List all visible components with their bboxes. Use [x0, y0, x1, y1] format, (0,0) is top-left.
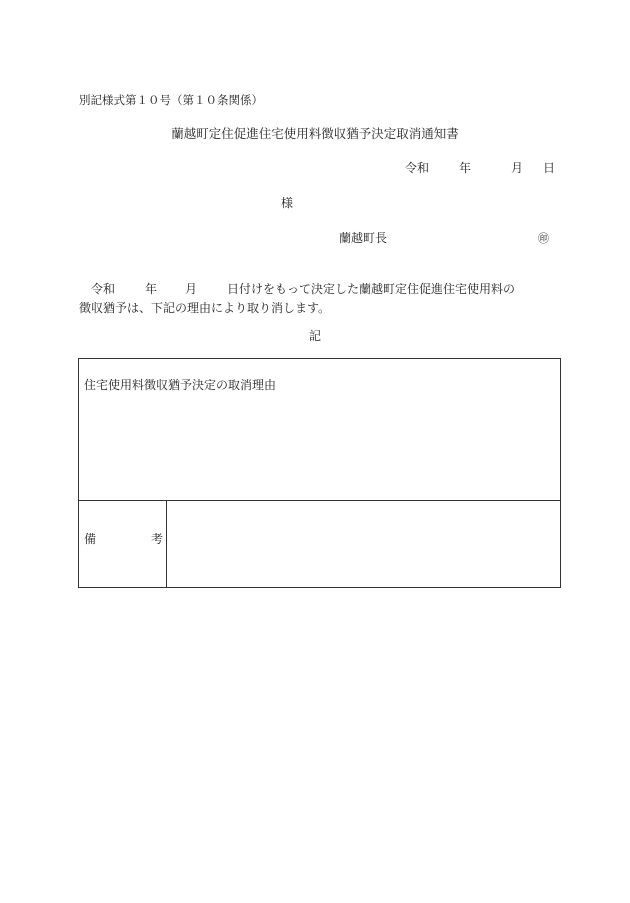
- reason-label: 住宅使用料徴収猶予決定の取消理由: [84, 378, 277, 392]
- issuer-name: 蘭越町長: [339, 231, 388, 245]
- form-number: 別記様式第１０号（第１０条関係）: [79, 93, 263, 107]
- body-line-1: [79, 280, 565, 299]
- ki-heading: 記: [309, 329, 322, 343]
- date-line: [405, 162, 555, 174]
- body-line-2: 徴収猶予は、下記の理由により取り消します。: [79, 301, 331, 315]
- body-era: 令和: [91, 282, 116, 296]
- body-text: [79, 280, 565, 318]
- reason-cell[interactable]: [79, 359, 560, 501]
- remarks-label-first-char: 備: [84, 532, 97, 546]
- remarks-label-second-char: 考: [151, 532, 164, 546]
- record-table: [78, 358, 561, 588]
- remarks-label-cell: [79, 501, 167, 587]
- remarks-value-cell[interactable]: [167, 501, 560, 587]
- date-era: 令和: [405, 161, 430, 175]
- date-day-unit: 日: [543, 161, 556, 175]
- date-year-unit: 年: [459, 161, 472, 175]
- body-year-unit: 年: [145, 282, 158, 296]
- document-title: 蘭越町定住促進住宅使用料徴収猶予決定取消通知書: [171, 126, 459, 141]
- body-month-unit: 月: [185, 282, 198, 296]
- body-line-1-rest: 日付けをもって決定した蘭越町定住促進住宅使用料の: [227, 282, 516, 296]
- addressee-suffix: 様: [281, 196, 294, 210]
- seal-mark: ㊞: [538, 232, 549, 245]
- date-month-unit: 月: [511, 161, 524, 175]
